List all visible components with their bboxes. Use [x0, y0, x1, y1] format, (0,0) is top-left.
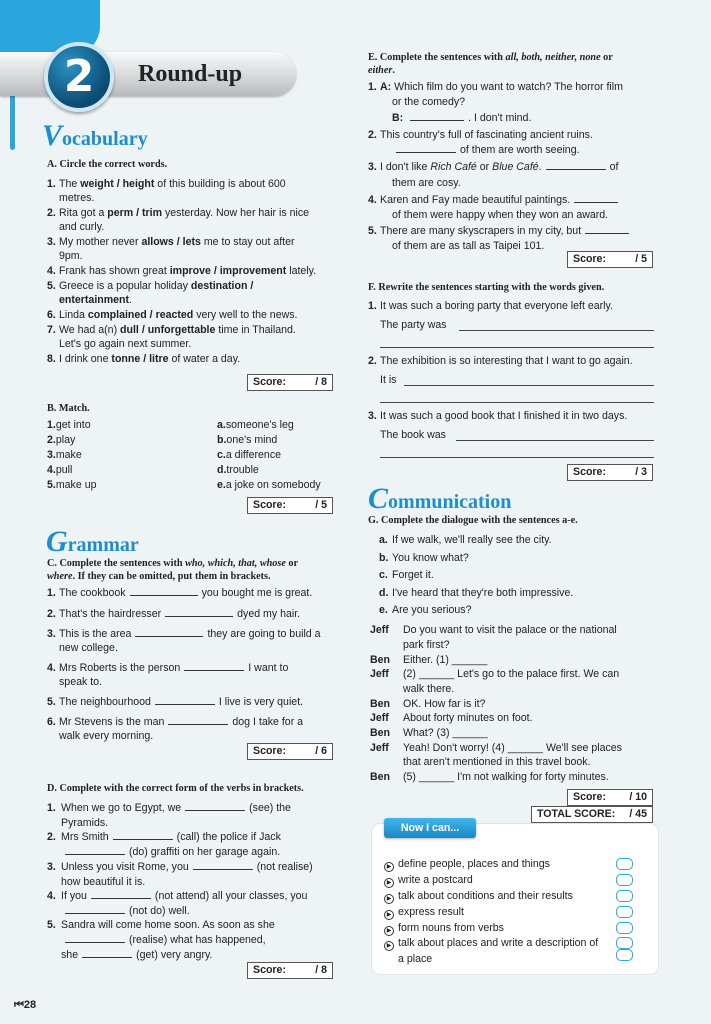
exercise-b-score: Score: / 5: [247, 497, 333, 514]
list-item: 1. It was such a boring party that everyone left early.: [368, 300, 613, 312]
list-item: or the comedy?: [392, 96, 466, 108]
self-check-box[interactable]: [616, 937, 633, 949]
list-item: 4. Frank has shown great improve / improvement lately.: [47, 265, 317, 277]
dialogue-line: that aren't mentioned in this travel book.: [403, 756, 591, 768]
speaker-name: Ben: [370, 698, 391, 710]
match-left-item: 4.pull: [47, 464, 73, 476]
match-left-item: 5.make up: [47, 479, 97, 491]
dialogue-line: Yeah! Don't worry! (4) ______ We'll see places: [403, 742, 622, 754]
list-item: she (get) very angry.: [61, 949, 213, 961]
match-right-item: c.a difference: [217, 449, 282, 461]
exercise-e-score: Score: / 5: [567, 251, 653, 268]
list-item: 4. Mrs Roberts is the person I want to speak to.: [47, 662, 289, 689]
self-check-box[interactable]: [616, 890, 633, 902]
answer-blank[interactable]: [135, 627, 203, 637]
answer-line[interactable]: [459, 330, 654, 331]
list-item: 5. There are many skyscrapers in my city, but: [368, 224, 663, 238]
list-item: 5. The neighbourhood I live is very quiet.: [47, 696, 304, 708]
list-item: 5. Sandra will come home soon. As soon as she: [47, 919, 275, 931]
unit-number-badge: 2: [44, 42, 114, 112]
page-number: ⏮28: [14, 999, 37, 1011]
word-choice[interactable]: entertainment: [59, 294, 130, 307]
answer-blank[interactable]: [193, 860, 253, 870]
play-bullet-icon: ▶: [384, 941, 394, 951]
speaker-name: Jeff: [370, 624, 389, 636]
dialogue-line: Either. (1) ______: [403, 654, 488, 666]
list-item: c. Forget it.: [379, 569, 434, 581]
grammar-heading: Grammar: [46, 525, 139, 558]
exercise-f-instruction: F. Rewrite the sentences starting with the words given.: [368, 282, 605, 293]
list-item: 7. We had a(n) dull / unforgettable time in Thailand. Let's go again next summer.: [47, 324, 296, 351]
speaker-name: Jeff: [370, 668, 389, 680]
match-right-item: d.trouble: [217, 464, 259, 476]
dialogue-line: walk there.: [403, 683, 455, 695]
answer-blank[interactable]: [65, 933, 125, 943]
list-item: (not do) well.: [47, 904, 339, 918]
answer-blank[interactable]: [546, 160, 606, 170]
communication-heading: Communication: [368, 482, 512, 515]
self-check-box[interactable]: [616, 949, 633, 961]
dialogue-line: OK. How far is it?: [403, 698, 486, 710]
can-do-item: ▶ express result: [384, 905, 614, 920]
list-item: b. You know what?: [379, 551, 469, 564]
exercise-a-instruction: A. Circle the correct words.: [47, 159, 168, 170]
list-item: of them are worth seeing.: [368, 143, 663, 157]
speaker-name: Ben: [370, 654, 391, 666]
play-bullet-icon: ▶: [384, 910, 394, 920]
word-choice[interactable]: dull / unforgettable: [120, 324, 216, 336]
can-do-item: ▶ talk about places and write a description of: [384, 936, 614, 951]
list-item: 5. Greece is a popular holiday destination / entertainment.: [47, 280, 254, 307]
match-right-item: a.someone's leg: [217, 419, 294, 431]
play-bullet-icon: ▶: [384, 894, 394, 904]
list-item: 2. The exhibition is so interesting that I want to go again.: [368, 355, 633, 367]
list-item: a. If we walk, we'll really see the city.: [379, 534, 552, 546]
vocabulary-heading: Vocabulary: [42, 119, 148, 152]
list-item: 3. This is the area they are going to build a new college.: [47, 628, 321, 655]
self-check-box[interactable]: [616, 874, 633, 886]
exercise-g-instruction: G. Complete the dialogue with the sentences a-e.: [368, 515, 578, 526]
dialogue-line: Do you want to visit the palace or the national: [403, 624, 617, 636]
answer-blank[interactable]: [113, 830, 173, 840]
sentence-start: The party was: [380, 319, 447, 331]
list-item: them are cosy.: [392, 177, 461, 189]
list-item: (realise) what has happened,: [47, 933, 339, 947]
list-item: 8. I drink one tonne / litre of water a day.: [47, 353, 241, 365]
list-item: d. I've heard that they're both impressive.: [379, 586, 574, 599]
list-item: 6. Linda complained / reacted very well to the news.: [47, 309, 298, 321]
answer-blank[interactable]: [585, 224, 629, 234]
list-item: 2. Mrs Smith (call) the police if Jack: [47, 831, 281, 843]
exercise-a-score: Score: / 8: [247, 374, 333, 391]
word-choice[interactable]: allows / lets: [141, 236, 201, 248]
self-check-box[interactable]: [616, 922, 633, 934]
exercise-b-instruction: B. Match.: [47, 403, 90, 414]
list-item: Pyramids.: [61, 817, 109, 829]
match-right-item: b.one's mind: [217, 434, 278, 446]
answer-line[interactable]: [404, 385, 654, 386]
exercise-d-instruction: D. Complete with the correct form of the verbs in brackets.: [47, 783, 304, 794]
unit-title: Round-up: [138, 61, 243, 87]
word-choice[interactable]: improve / improvement: [169, 265, 287, 277]
list-item: 1. The weight / height of this building is about 600 metres.: [47, 178, 286, 205]
answer-blank[interactable]: [91, 889, 151, 899]
dialogue-line: What? (3) ______: [403, 727, 488, 739]
list-item: e. Are you serious?: [379, 604, 472, 616]
answer-blank[interactable]: [574, 193, 618, 203]
list-item: 1. A: Which film do you want to watch? The horror film: [368, 81, 623, 93]
sentence-start: It is: [380, 374, 397, 386]
match-left-item: 2.play: [47, 434, 76, 446]
play-bullet-icon: ▶: [384, 926, 394, 936]
exercise-g-score: Score: / 10: [567, 789, 653, 806]
word-choice[interactable]: perm / trim: [107, 207, 163, 219]
word-choice[interactable]: complained / reacted: [87, 309, 194, 321]
list-item: 1. The cookbook you bought me is great.: [47, 587, 313, 599]
list-item: 4. If you (not attend) all your classes, you: [47, 890, 308, 902]
exercise-c-score: Score: / 6: [247, 743, 333, 760]
match-left-item: 3.make: [47, 449, 82, 461]
answer-blank[interactable]: [184, 661, 244, 671]
list-item: 3. Unless you visit Rome, you (not realise): [47, 861, 313, 873]
can-do-item: ▶ write a postcard: [384, 873, 614, 888]
play-bullet-icon: ▶: [384, 862, 394, 872]
answer-line[interactable]: [380, 347, 654, 348]
sentence-start: The book was: [380, 429, 446, 441]
answer-blank[interactable]: [155, 695, 215, 705]
answer-blank[interactable]: [396, 143, 456, 153]
list-item: of them are as tall as Taipei 101.: [392, 240, 545, 252]
header-drip-decoration: [10, 90, 15, 150]
answer-blank[interactable]: [410, 111, 464, 121]
exercise-c-instruction: C. Complete the sentences with who, which, that, whose or where. If they can be omitted, put them in brackets.: [47, 558, 299, 582]
dialogue-line: (5) ______ I'm not walking for forty minutes.: [403, 771, 609, 783]
self-check-box[interactable]: [616, 858, 633, 870]
answer-blank[interactable]: [65, 904, 125, 914]
exercise-d-score: Score: / 8: [247, 962, 333, 979]
can-do-item: ▶ define people, places and things: [384, 857, 614, 872]
can-do-item: ▶ form nouns from verbs: [384, 921, 614, 936]
list-item: 1. When we go to Egypt, we (see) the: [47, 802, 291, 814]
dialogue-line: About forty minutes on foot.: [403, 712, 533, 724]
answer-line[interactable]: [380, 402, 654, 403]
answer-blank[interactable]: [82, 948, 132, 958]
answer-line[interactable]: [456, 440, 654, 441]
list-item: how beautiful it is.: [61, 876, 146, 888]
list-item: 4. Karen and Fay made beautiful paintings.: [368, 193, 663, 207]
list-item: 2. This country's full of fascinating ancient ruins.: [368, 129, 593, 141]
exercise-f-score: Score: / 3: [567, 464, 653, 481]
list-item: (do) graffiti on her garage again.: [47, 845, 339, 859]
list-item: B: . I don't mind.: [392, 112, 532, 124]
total-score: TOTAL SCORE: / 45: [531, 806, 653, 823]
list-item: of them were happy when they won an award.: [392, 209, 609, 221]
answer-blank[interactable]: [65, 845, 125, 855]
now-i-can-label: Now I can...: [384, 818, 476, 838]
self-check-box[interactable]: [616, 906, 633, 918]
list-item: 2. That's the hairdresser dyed my hair.: [47, 608, 301, 620]
speaker-name: Ben: [370, 771, 391, 783]
match-right-item: e.a joke on somebody: [217, 479, 321, 491]
speaker-name: Jeff: [370, 742, 389, 754]
list-item: 3. It was such a good book that I finished it in two days.: [368, 410, 628, 422]
dialogue-line: (2) ______ Let's go to the palace first. We can: [403, 668, 620, 680]
speaker-name: Ben: [370, 727, 391, 739]
answer-blank[interactable]: [165, 607, 233, 617]
play-bullet-icon: ▶: [384, 878, 394, 888]
word-choice[interactable]: destination /: [190, 280, 254, 292]
list-item: 6. Mr Stevens is the man dog I take for a walk every morning.: [47, 716, 304, 743]
speaker-name: Jeff: [370, 712, 389, 724]
list-item: 3. My mother never allows / lets me to stay out after 9pm.: [47, 236, 295, 263]
list-item: 2. Rita got a perm / trim yesterday. Now her hair is nice and curly.: [47, 207, 310, 234]
match-left-item: 1.get into: [47, 419, 91, 431]
answer-blank[interactable]: [130, 586, 198, 596]
dialogue-line: park first?: [403, 639, 450, 651]
back-arrow-icon: ⏮: [14, 999, 24, 1011]
can-do-item-continued: a place: [398, 953, 433, 965]
word-choice[interactable]: weight / height: [80, 178, 155, 190]
exercise-e-instruction: E. Complete the sentences with all, both, neither, none or either.: [368, 52, 613, 76]
answer-line[interactable]: [380, 457, 654, 458]
answer-blank[interactable]: [168, 715, 228, 725]
answer-blank[interactable]: [185, 801, 245, 811]
can-do-item: ▶ talk about conditions and their results: [384, 889, 614, 904]
word-choice[interactable]: tonne / litre: [111, 353, 169, 365]
list-item: 3. I don't like Rich Café or Blue Café. of: [368, 161, 619, 173]
